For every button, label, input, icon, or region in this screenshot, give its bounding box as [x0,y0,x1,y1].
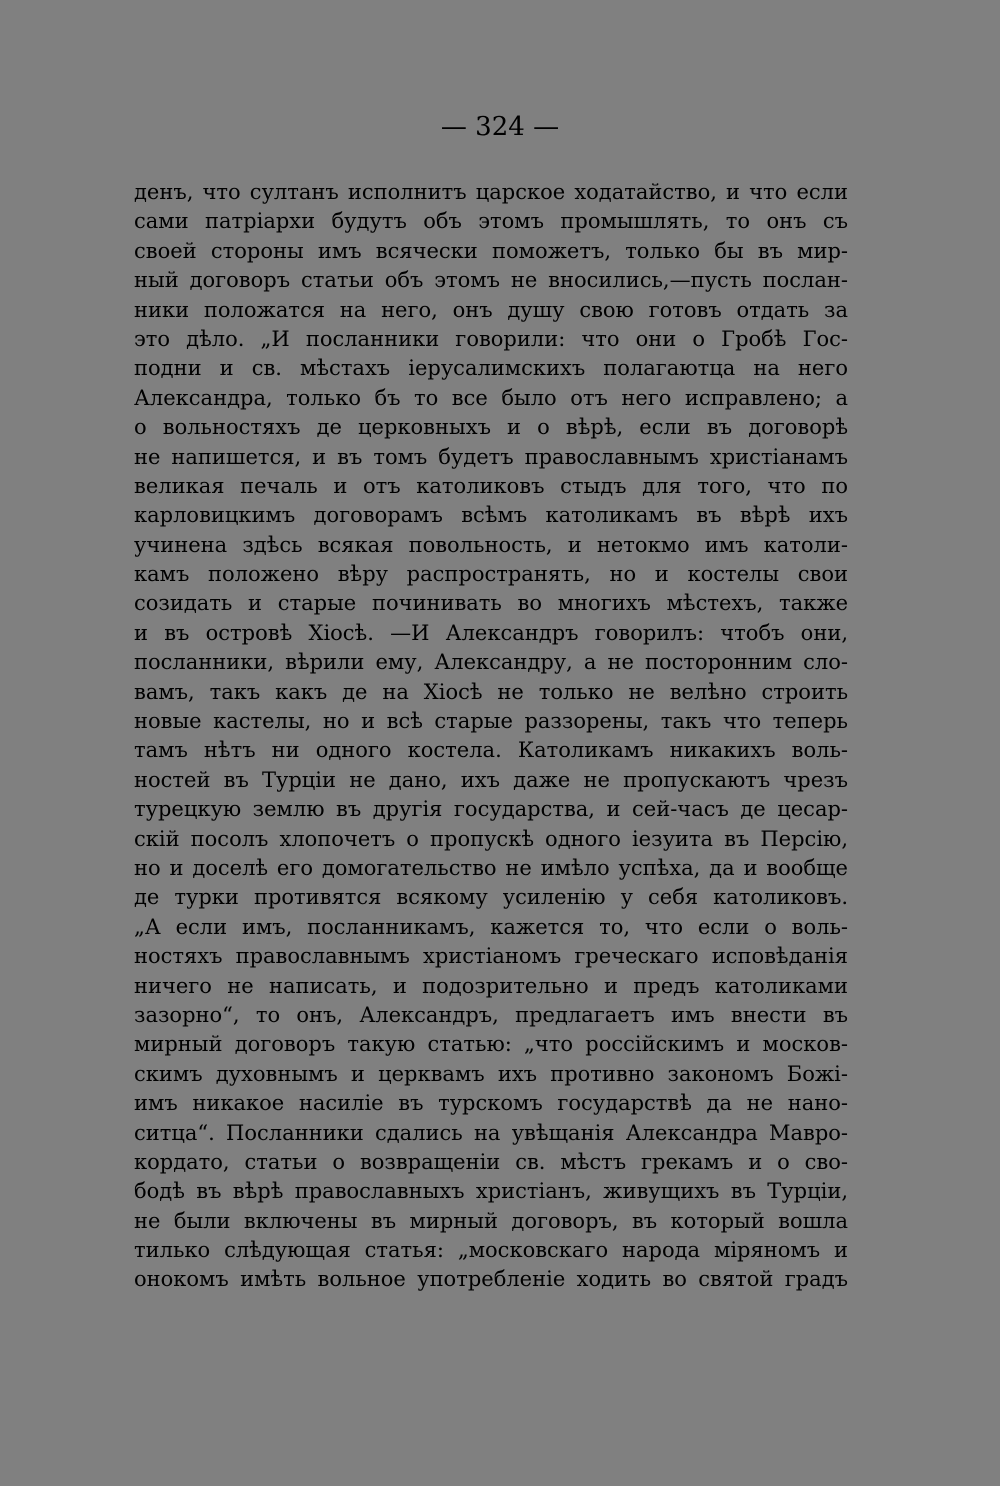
text-line: „А если имъ, посланникамъ, кажется то, что если о воль- [134,914,848,939]
text-line: не напишется, и въ томъ будетъ православнымъ христіанамъ [134,444,848,469]
text-line: Александра, только бъ то все было отъ него исправлено; а [134,385,848,410]
text-line: скимъ духовнымъ и церквамъ ихъ противно закономъ Божі- [134,1061,848,1086]
text-line: бодѣ въ вѣрѣ православныхъ христіанъ, живущихъ въ Турціи, [134,1179,848,1204]
text-line: ный договоръ статьи объ этомъ не вносились,—пусть послан- [134,268,848,293]
text-line: вамъ, такъ какъ де на Хіосѣ не только не велѣно строить [134,679,848,704]
text-line: тамъ нѣтъ ни одного костела. Католикамъ никакихъ воль- [134,738,848,763]
text-line: кордато, статьи о возвращеніи св. мѣстъ грекамъ и о сво- [134,1149,848,1174]
page-number: — 324 — [440,112,560,142]
text-line: ностяхъ православнымъ христіаномъ греческаго исповѣданія [134,944,848,969]
text-line: но и доселѣ его домогательство не имѣло успѣха, да и вообще [134,855,848,880]
body-text [134,178,848,1295]
text-line: это дѣло. „И посланники говорили: что они о Гробѣ Гос- [134,326,848,351]
text-line: о вольностяхъ де церковныхъ и о вѣрѣ, если въ договорѣ [134,415,848,440]
text-line: великая печаль и отъ католиковъ стыдъ для того, что по [134,473,848,498]
text-line: мирный договоръ такую статью: „что россійскимъ и москов- [134,1032,848,1057]
text-line: новые кастелы, но и всѣ старые раззорены, такъ что теперь [134,709,848,734]
text-line: скій посолъ хлопочетъ о пропускѣ одного іезуита въ Персію, [134,826,848,851]
text-line: турецкую землю въ другія государства, и сей-часъ де цесар- [134,797,848,822]
text-line: сами патріархи будутъ объ этомъ промышлять, то онъ съ [134,209,848,234]
text-line: онокомъ имѣть вольное употребленіе ходить во святой градъ [134,1267,848,1292]
text-line: карловицкимъ договорамъ всѣмъ католикамъ въ вѣрѣ ихъ [134,503,848,528]
text-line: посланники, вѣрили ему, Александру, а не посторонним сло- [134,650,848,675]
text-line: и въ островѣ Хіосѣ. —И Александръ говорилъ: чтобъ они, [134,620,848,645]
text-line: не были включены въ мирный договоръ, въ который вошла [134,1208,848,1233]
text-line: созидать и старые починивать во многихъ мѣстехъ, также [134,591,848,616]
text-line: камъ положено вѣру распространять, но и костелы свои [134,562,848,587]
text-line: подни и св. мѣстахъ іерусалимскихъ полагаютца на него [134,356,848,381]
text-line: тилько слѣдующая статья: „московскаго народа міряномъ и [134,1238,848,1263]
text-line: ностей въ Турціи не дано, ихъ даже не пропускаютъ чрезъ [134,767,848,792]
text-line: ситца“. Посланники сдались на увѣщанія Александра Мавро- [134,1120,848,1145]
text-line: своей стороны имъ всячески поможетъ, только бы въ мир- [134,238,848,263]
text-line: ничего не написать, и подозрительно и предъ католиками [134,973,848,998]
text-line: учинена здѣсь всякая повольность, и нетокмо имъ католи- [134,532,848,557]
text-line: денъ, что султанъ исполнитъ царское ходатайство, и что если [134,180,848,204]
text-line: ники положатся на него, онъ душу свою готовъ отдать за [134,297,848,322]
text-line: зазорно“, то онъ, Александръ, предлагаетъ имъ внести въ [134,1002,848,1027]
text-line: имъ никакое насиліе въ турскомъ государствѣ да не нано- [134,1091,848,1116]
text-line: де турки противятся всякому усиленію у себя католиковъ. [134,885,848,910]
